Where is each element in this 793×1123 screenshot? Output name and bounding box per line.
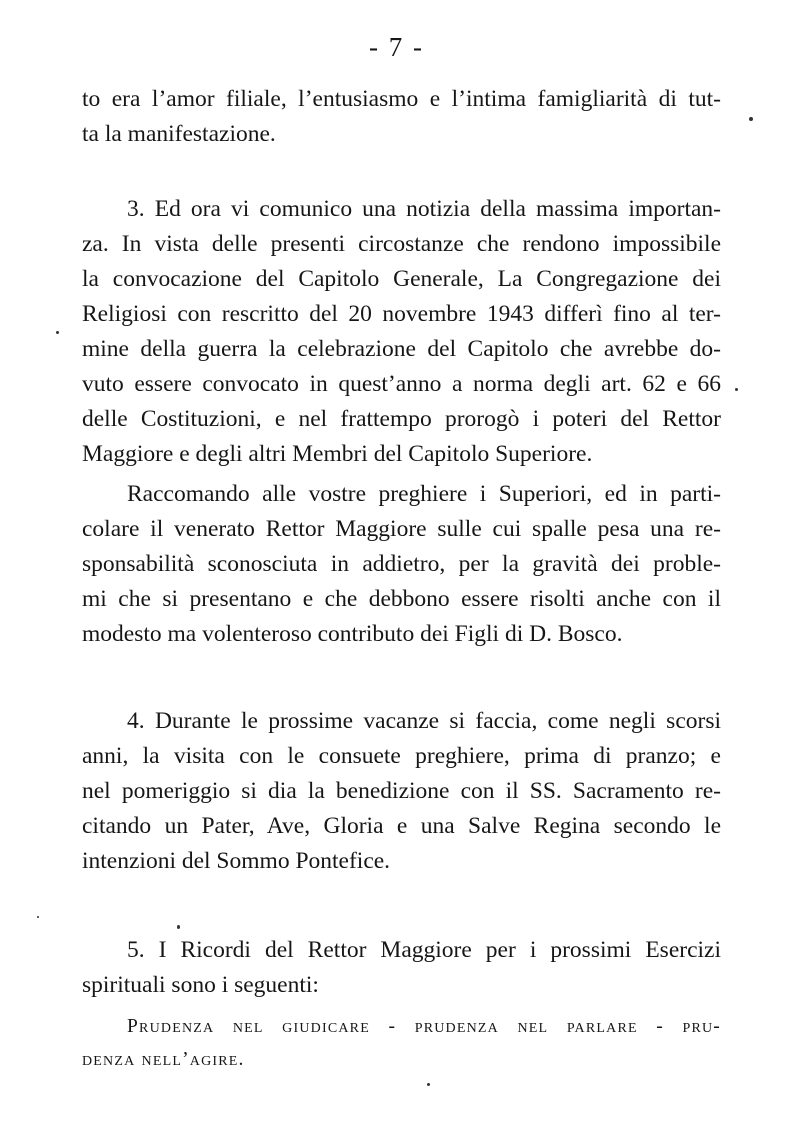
paragraph-3-line: vuto essere convocato in quest’anno a norma degli art. 62 e 66 xyxy=(82,371,721,397)
paragraph-3-line: Religiosi con rescritto del 20 novembre 1943 differì fino al ter- xyxy=(82,301,721,327)
paragraph-4-line: nel pomeriggio si dia la benedizione con il SS. Sacramento re- xyxy=(82,778,721,804)
scan-speck xyxy=(427,1083,430,1086)
paragraph-3b-line: Raccomando alle vostre preghiere i Superiori, ed in parti- xyxy=(127,481,721,507)
text-line: ta la manifestazione. xyxy=(82,121,276,147)
paragraph-3b-line: sponsabilità sconosciuta in addietro, per la gravità dei proble- xyxy=(82,551,721,577)
paragraph-3b-line: mi che si presentano e che debbono essere risolti anche con il xyxy=(82,586,721,612)
page-number: - 7 - xyxy=(369,32,424,62)
ricordi-line: Prudenza nel giudicare - prudenza nel parlare - pru- xyxy=(127,1016,721,1037)
paragraph-3-line: 3. Ed ora vi comunico una notizia della massima importan- xyxy=(127,196,721,222)
scan-speck xyxy=(177,925,180,929)
paragraph-3-line: delle Costituzioni, e nel frattempo prorogò i poteri del Rettor xyxy=(82,406,721,432)
text-line: to era l’amor filiale, l’entusiasmo e l’intima famigliarità di tut- xyxy=(82,86,721,112)
scan-speck xyxy=(735,388,738,391)
paragraph-3-line: za. In vista delle presenti circostanze che rendono impossibile xyxy=(82,231,721,257)
ricordi-line: denza nell’agire. xyxy=(82,1049,245,1070)
paragraph-4-line: citando un Pater, Ave, Gloria e una Salve Regina secondo le xyxy=(82,813,721,839)
paragraph-5-line: 5. I Ricordi del Rettor Maggiore per i prossimi Esercizi xyxy=(127,937,721,963)
scan-speck xyxy=(749,117,753,121)
paragraph-4-line: anni, la visita con le consuete preghiere, prima di pranzo; e xyxy=(82,743,721,769)
paragraph-3-line: mine della guerra la celebrazione del Capitolo che avrebbe do- xyxy=(82,336,721,362)
paragraph-3b-line: modesto ma volenteroso contributo dei Figli di D. Bosco. xyxy=(82,621,623,647)
paragraph-5-line: spirituali sono i seguenti: xyxy=(82,972,319,998)
paragraph-3-line: Maggiore e degli altri Membri del Capitolo Superiore. xyxy=(82,441,593,467)
paragraph-4-line: intenzioni del Sommo Pontefice. xyxy=(82,848,391,874)
paragraph-3b-line: colare il venerato Rettor Maggiore sulle cui spalle pesa una re- xyxy=(82,516,721,542)
scan-speck xyxy=(37,916,39,918)
paragraph-4-line: 4. Durante le prossime vacanze si faccia, come negli scorsi xyxy=(127,708,721,734)
paragraph-3-line: la convocazione del Capitolo Generale, La Congregazione dei xyxy=(82,266,721,292)
scan-speck xyxy=(56,331,59,334)
